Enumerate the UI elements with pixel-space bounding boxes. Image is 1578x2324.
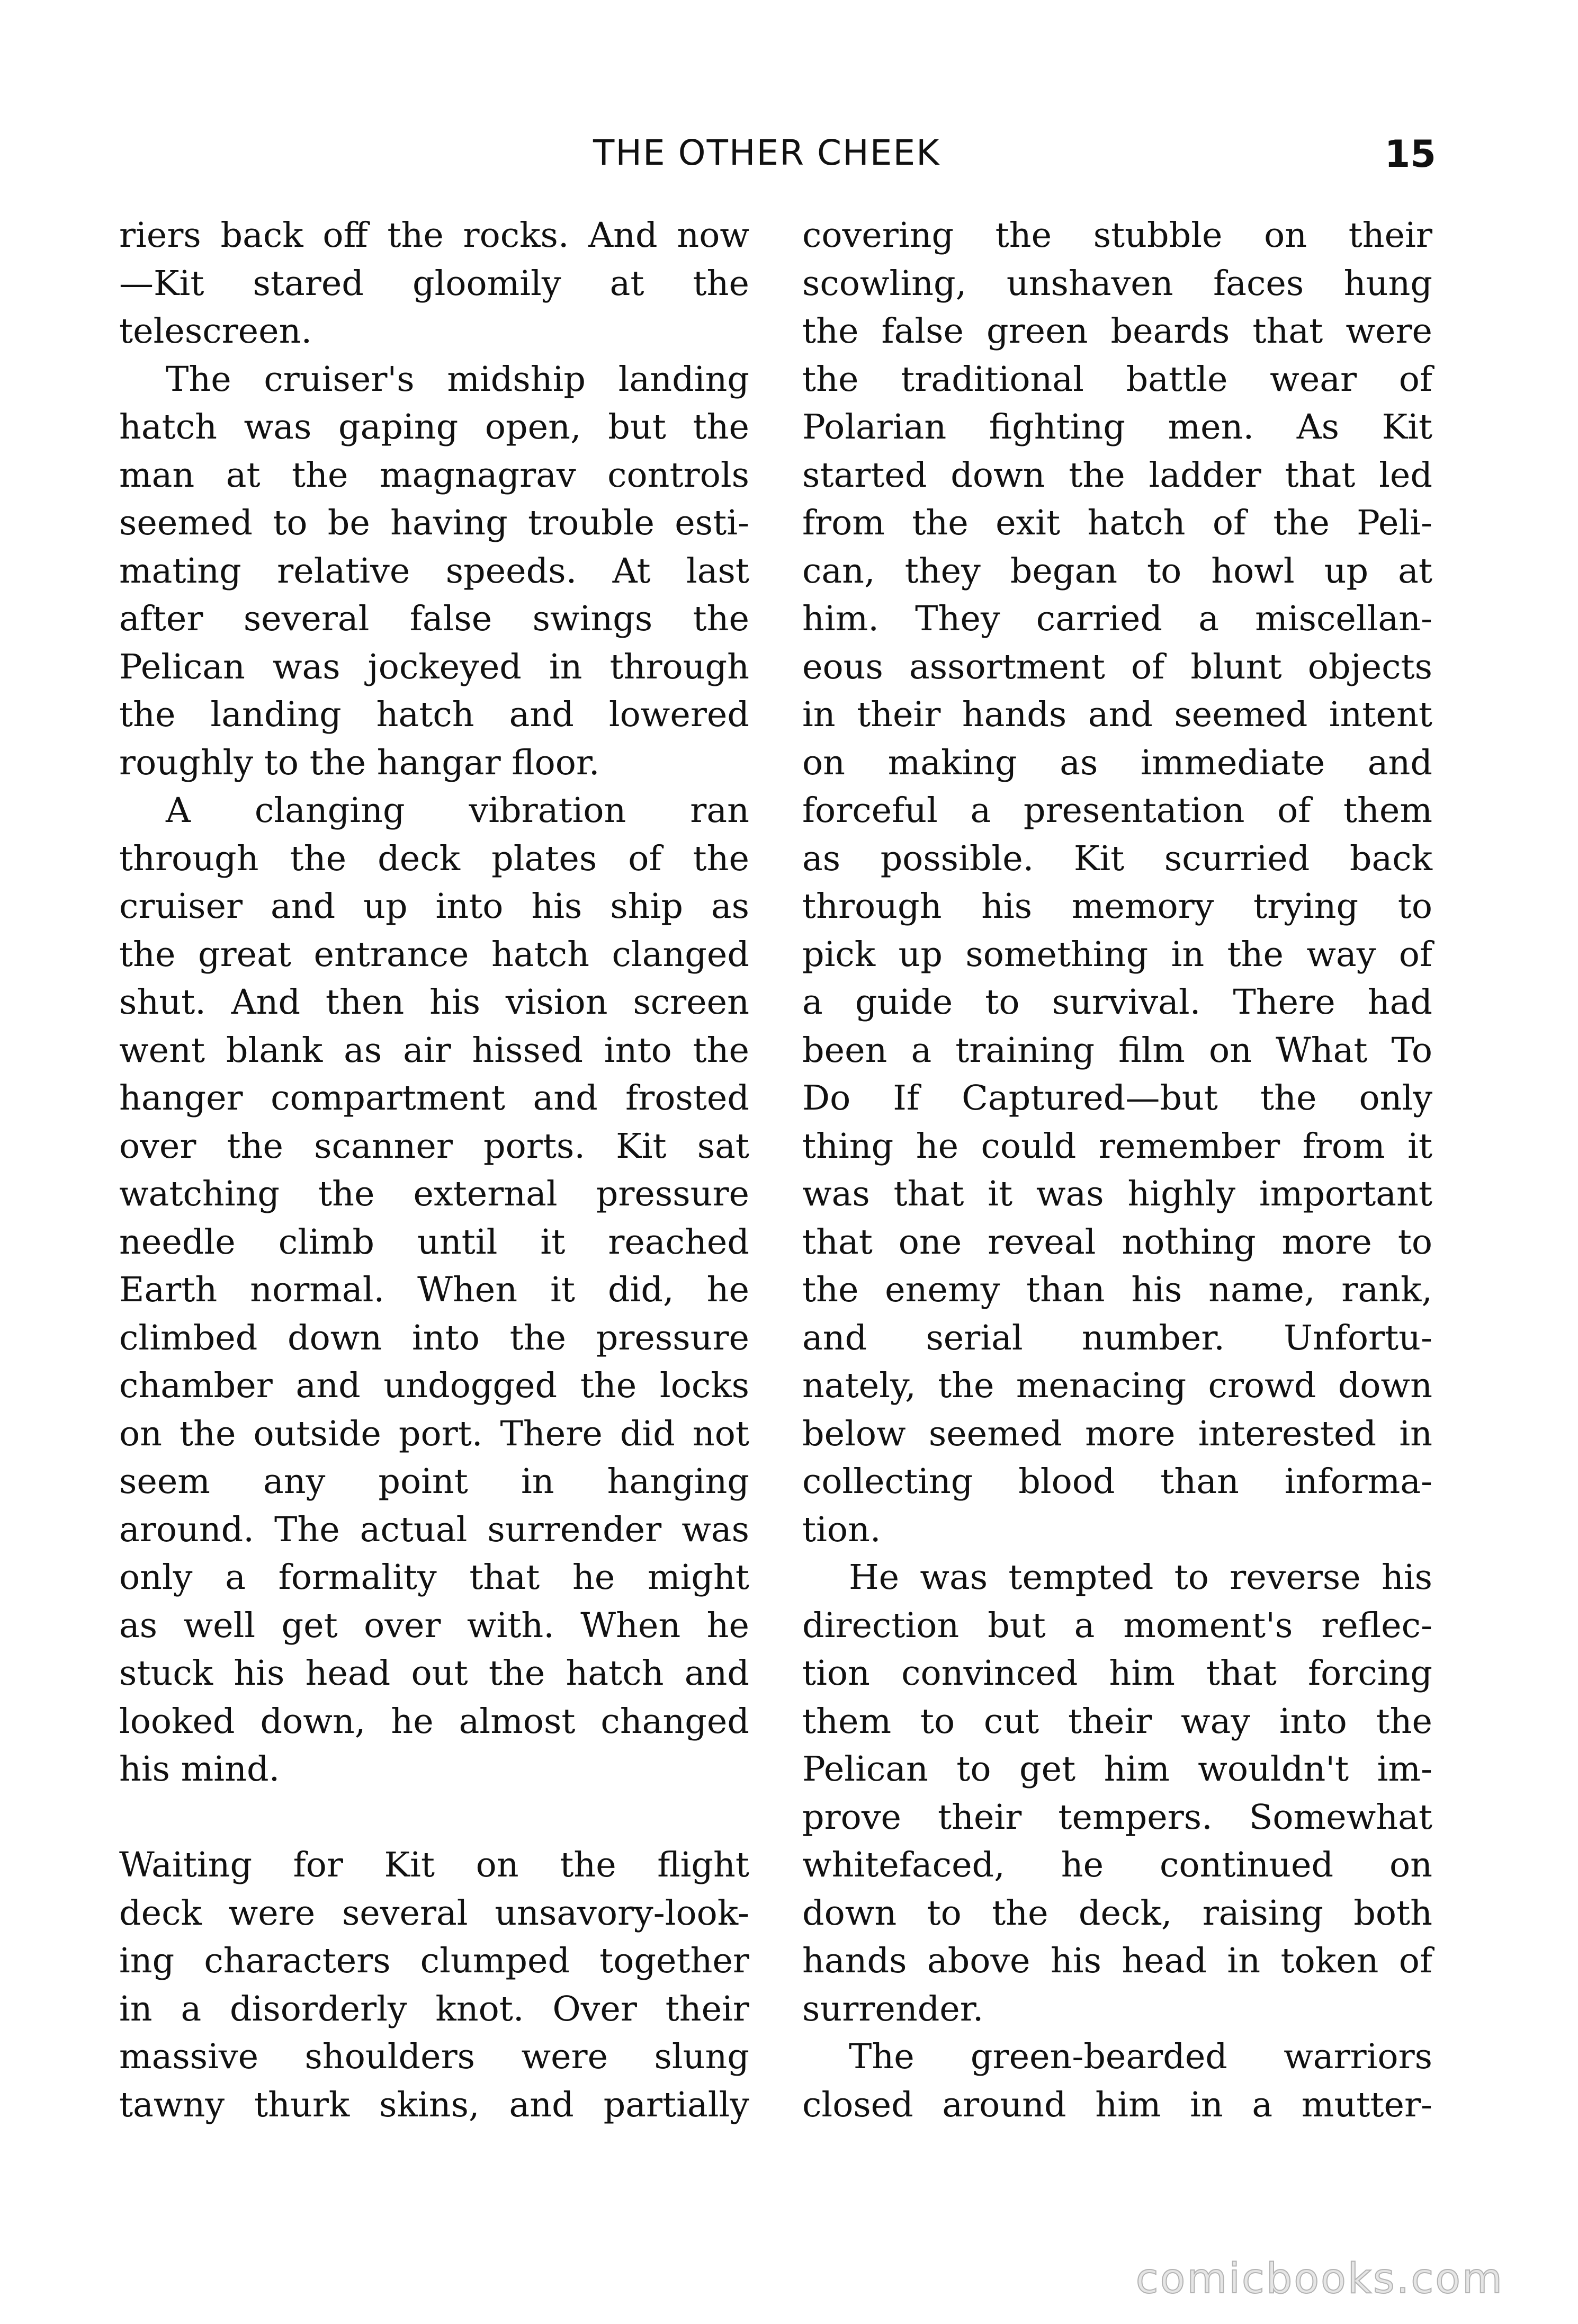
text-line: as well get over with. When he bbox=[119, 1605, 749, 1646]
text-line: the traditional battle wear of bbox=[802, 359, 1432, 399]
text-line: surrender. bbox=[802, 1989, 984, 2029]
text-line: The green-bearded warriors bbox=[849, 2037, 1432, 2077]
text-line: was that it was highly important bbox=[802, 1174, 1432, 1214]
text-line: as possible. Kit scurried back bbox=[802, 838, 1432, 879]
text-line: them to cut their way into the bbox=[802, 1701, 1432, 1741]
text-line: Do If Captured—but the only bbox=[802, 1078, 1432, 1118]
text-line: eous assortment of blunt objects bbox=[802, 647, 1432, 687]
text-line: that one reveal nothing more to bbox=[802, 1222, 1432, 1262]
text-line: seemed to be having trouble esti- bbox=[119, 503, 749, 543]
text-line: whitefaced, he continued on bbox=[802, 1845, 1432, 1885]
left-text-column bbox=[119, 212, 749, 2129]
text-line: his mind. bbox=[119, 1749, 280, 1789]
right-text-column bbox=[802, 212, 1432, 2129]
text-line: ing characters clumped together bbox=[119, 1941, 749, 1981]
text-line: mating relative speeds. At last bbox=[119, 551, 749, 591]
text-line: direction but a moment's reflec- bbox=[802, 1605, 1432, 1646]
text-line: went blank as air hissed into the bbox=[119, 1030, 749, 1070]
text-line: the great entrance hatch clanged bbox=[119, 934, 749, 975]
text-line: been a training film on What To bbox=[802, 1030, 1432, 1070]
text-line: after several false swings the bbox=[119, 599, 749, 639]
text-line: from the exit hatch of the Peli- bbox=[802, 503, 1432, 543]
text-line: and serial number. Unfortu- bbox=[802, 1318, 1432, 1358]
text-line: He was tempted to reverse his bbox=[849, 1558, 1432, 1597]
text-line: seem any point in hanging bbox=[119, 1462, 749, 1501]
text-line: him. They carried a miscellan- bbox=[802, 599, 1432, 639]
text-line: shut. And then his vision screen bbox=[119, 982, 749, 1022]
text-line: watching the external pressure bbox=[119, 1174, 749, 1214]
text-line: the landing hatch and lowered bbox=[119, 695, 749, 735]
text-line: —Kit stared gloomily at the bbox=[119, 263, 749, 303]
text-line: closed around him in a mutter- bbox=[802, 2085, 1432, 2125]
text-line: looked down, he almost changed bbox=[119, 1701, 749, 1741]
text-line: over the scanner ports. Kit sat bbox=[119, 1126, 749, 1166]
text-line: scowling, unshaven faces hung bbox=[802, 263, 1432, 303]
text-line: massive shoulders were slung bbox=[119, 2037, 749, 2077]
text-line: man at the magnagrav controls bbox=[119, 455, 749, 495]
text-line: Earth normal. When it did, he bbox=[119, 1270, 749, 1310]
text-line: pick up something in the way of bbox=[802, 934, 1432, 975]
text-line: forceful a presentation of them bbox=[802, 791, 1432, 830]
text-line: nately, the menacing crowd down bbox=[802, 1366, 1432, 1406]
text-line: hanger compartment and frosted bbox=[119, 1078, 749, 1118]
text-line: prove their tempers. Somewhat bbox=[802, 1797, 1432, 1837]
text-line: around. The actual surrender was bbox=[119, 1509, 749, 1550]
text-line: tion. bbox=[802, 1509, 881, 1550]
text-line: only a formality that he might bbox=[119, 1558, 749, 1597]
text-line: A clanging vibration ran bbox=[166, 791, 749, 830]
text-line: down to the deck, raising both bbox=[802, 1893, 1432, 1933]
text-line: on making as immediate and bbox=[802, 743, 1432, 783]
text-line: the false green beards that were bbox=[802, 311, 1432, 351]
text-line: The cruiser's midship landing bbox=[166, 359, 749, 399]
text-line: a guide to survival. There had bbox=[802, 982, 1432, 1022]
text-line: roughly to the hangar floor. bbox=[119, 743, 600, 783]
text-line: cruiser and up into his ship as bbox=[119, 887, 749, 926]
text-line: in a disorderly knot. Over their bbox=[119, 1989, 749, 2029]
text-line: covering the stubble on their bbox=[802, 216, 1432, 255]
text-line: needle climb until it reached bbox=[119, 1222, 749, 1262]
text-line: collecting blood than informa- bbox=[802, 1462, 1432, 1501]
text-line: deck were several unsavory-look- bbox=[119, 1893, 749, 1933]
text-line: tion convinced him that forcing bbox=[802, 1653, 1432, 1693]
watermark: comicbooks.com bbox=[1135, 2255, 1504, 2303]
text-line: riers back off the rocks. And now bbox=[119, 216, 749, 255]
text-line: on the outside port. There did not bbox=[119, 1414, 749, 1454]
page-header bbox=[0, 132, 1578, 201]
text-line: started down the ladder that led bbox=[802, 455, 1432, 495]
text-line: can, they began to howl up at bbox=[802, 551, 1432, 591]
text-line: Polarian fighting men. As Kit bbox=[802, 407, 1432, 447]
text-line: hatch was gaping open, but the bbox=[119, 407, 749, 447]
text-line: telescreen. bbox=[119, 311, 312, 351]
text-line: in their hands and seemed intent bbox=[802, 695, 1432, 735]
text-line: chamber and undogged the locks bbox=[119, 1366, 749, 1406]
text-line: through the deck plates of the bbox=[119, 838, 749, 879]
text-line: Waiting for Kit on the flight bbox=[119, 1845, 749, 1885]
running-title: THE OTHER CHEEK bbox=[593, 132, 940, 173]
text-line: through his memory trying to bbox=[802, 887, 1432, 926]
page-number: 15 bbox=[1384, 132, 1436, 176]
text-line: the enemy than his name, rank, bbox=[802, 1270, 1432, 1310]
text-line bbox=[119, 1794, 749, 1842]
text-line: thing he could remember from it bbox=[802, 1126, 1432, 1166]
text-line: hands above his head in token of bbox=[802, 1941, 1432, 1981]
text-line: stuck his head out the hatch and bbox=[119, 1653, 749, 1693]
text-line: Pelican was jockeyed in through bbox=[119, 647, 749, 687]
text-line: tawny thurk skins, and partially bbox=[119, 2085, 749, 2125]
text-line: climbed down into the pressure bbox=[119, 1318, 749, 1358]
text-line: below seemed more interested in bbox=[802, 1414, 1432, 1454]
text-line: Pelican to get him wouldn't im- bbox=[802, 1749, 1432, 1789]
